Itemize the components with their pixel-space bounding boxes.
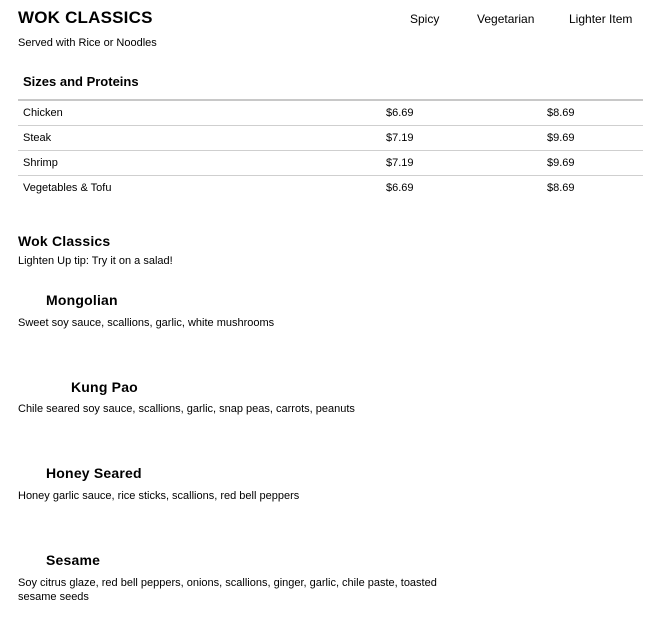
price-large: $9.69 — [547, 126, 643, 151]
section-heading: Wok Classics — [18, 233, 111, 249]
page-title: WOK CLASSICS — [18, 8, 153, 27]
table-row — [18, 126, 643, 151]
dish-name-sesame: Sesame — [46, 552, 101, 568]
protein-name: Chicken — [18, 100, 386, 126]
price-large: $8.69 — [547, 182, 575, 194]
sizes-heading: Sizes and Proteins — [23, 74, 139, 89]
dish-name-mongolian: Mongolian — [46, 292, 118, 308]
dish-name-honey-seared: Honey Seared — [46, 465, 142, 481]
dish-description: Sweet soy sauce, scallions, garlic, white mushrooms — [18, 317, 275, 329]
dish-name-kung-pao: Kung Pao — [71, 379, 138, 395]
table-row — [18, 100, 643, 126]
price-small: $7.19 — [386, 151, 547, 176]
price-large: $8.69 — [547, 100, 643, 126]
dish-description: Chile seared soy sauce, scallions, garlic, snap peas, carrots, peanuts — [18, 403, 355, 415]
price-small: $6.69 — [386, 182, 414, 194]
table-row — [18, 151, 643, 176]
page-subtitle: Served with Rice or Noodles — [18, 37, 157, 49]
price-small: $6.69 — [386, 100, 547, 126]
dish-description: Honey garlic sauce, rice sticks, scallions, red bell peppers — [18, 490, 300, 502]
table-row — [18, 176, 643, 201]
section-tip: Lighten Up tip: Try it on a salad! — [18, 255, 173, 267]
price-table — [18, 99, 643, 200]
protein-name: Vegetables & Tofu — [23, 182, 112, 194]
dish-description: Soy citrus glaze, red bell peppers, onions, scallions, ginger, garlic, chile paste, toasted sesame seeds — [18, 577, 437, 603]
legend-vegetarian: Vegetarian — [477, 12, 535, 26]
protein-name: Steak — [18, 126, 386, 151]
legend-spicy: Spicy — [410, 12, 440, 26]
price-small: $7.19 — [386, 126, 547, 151]
legend-lighter-item: Lighter Item — [569, 12, 633, 26]
price-large: $9.69 — [547, 151, 643, 176]
protein-name: Shrimp — [18, 151, 386, 176]
